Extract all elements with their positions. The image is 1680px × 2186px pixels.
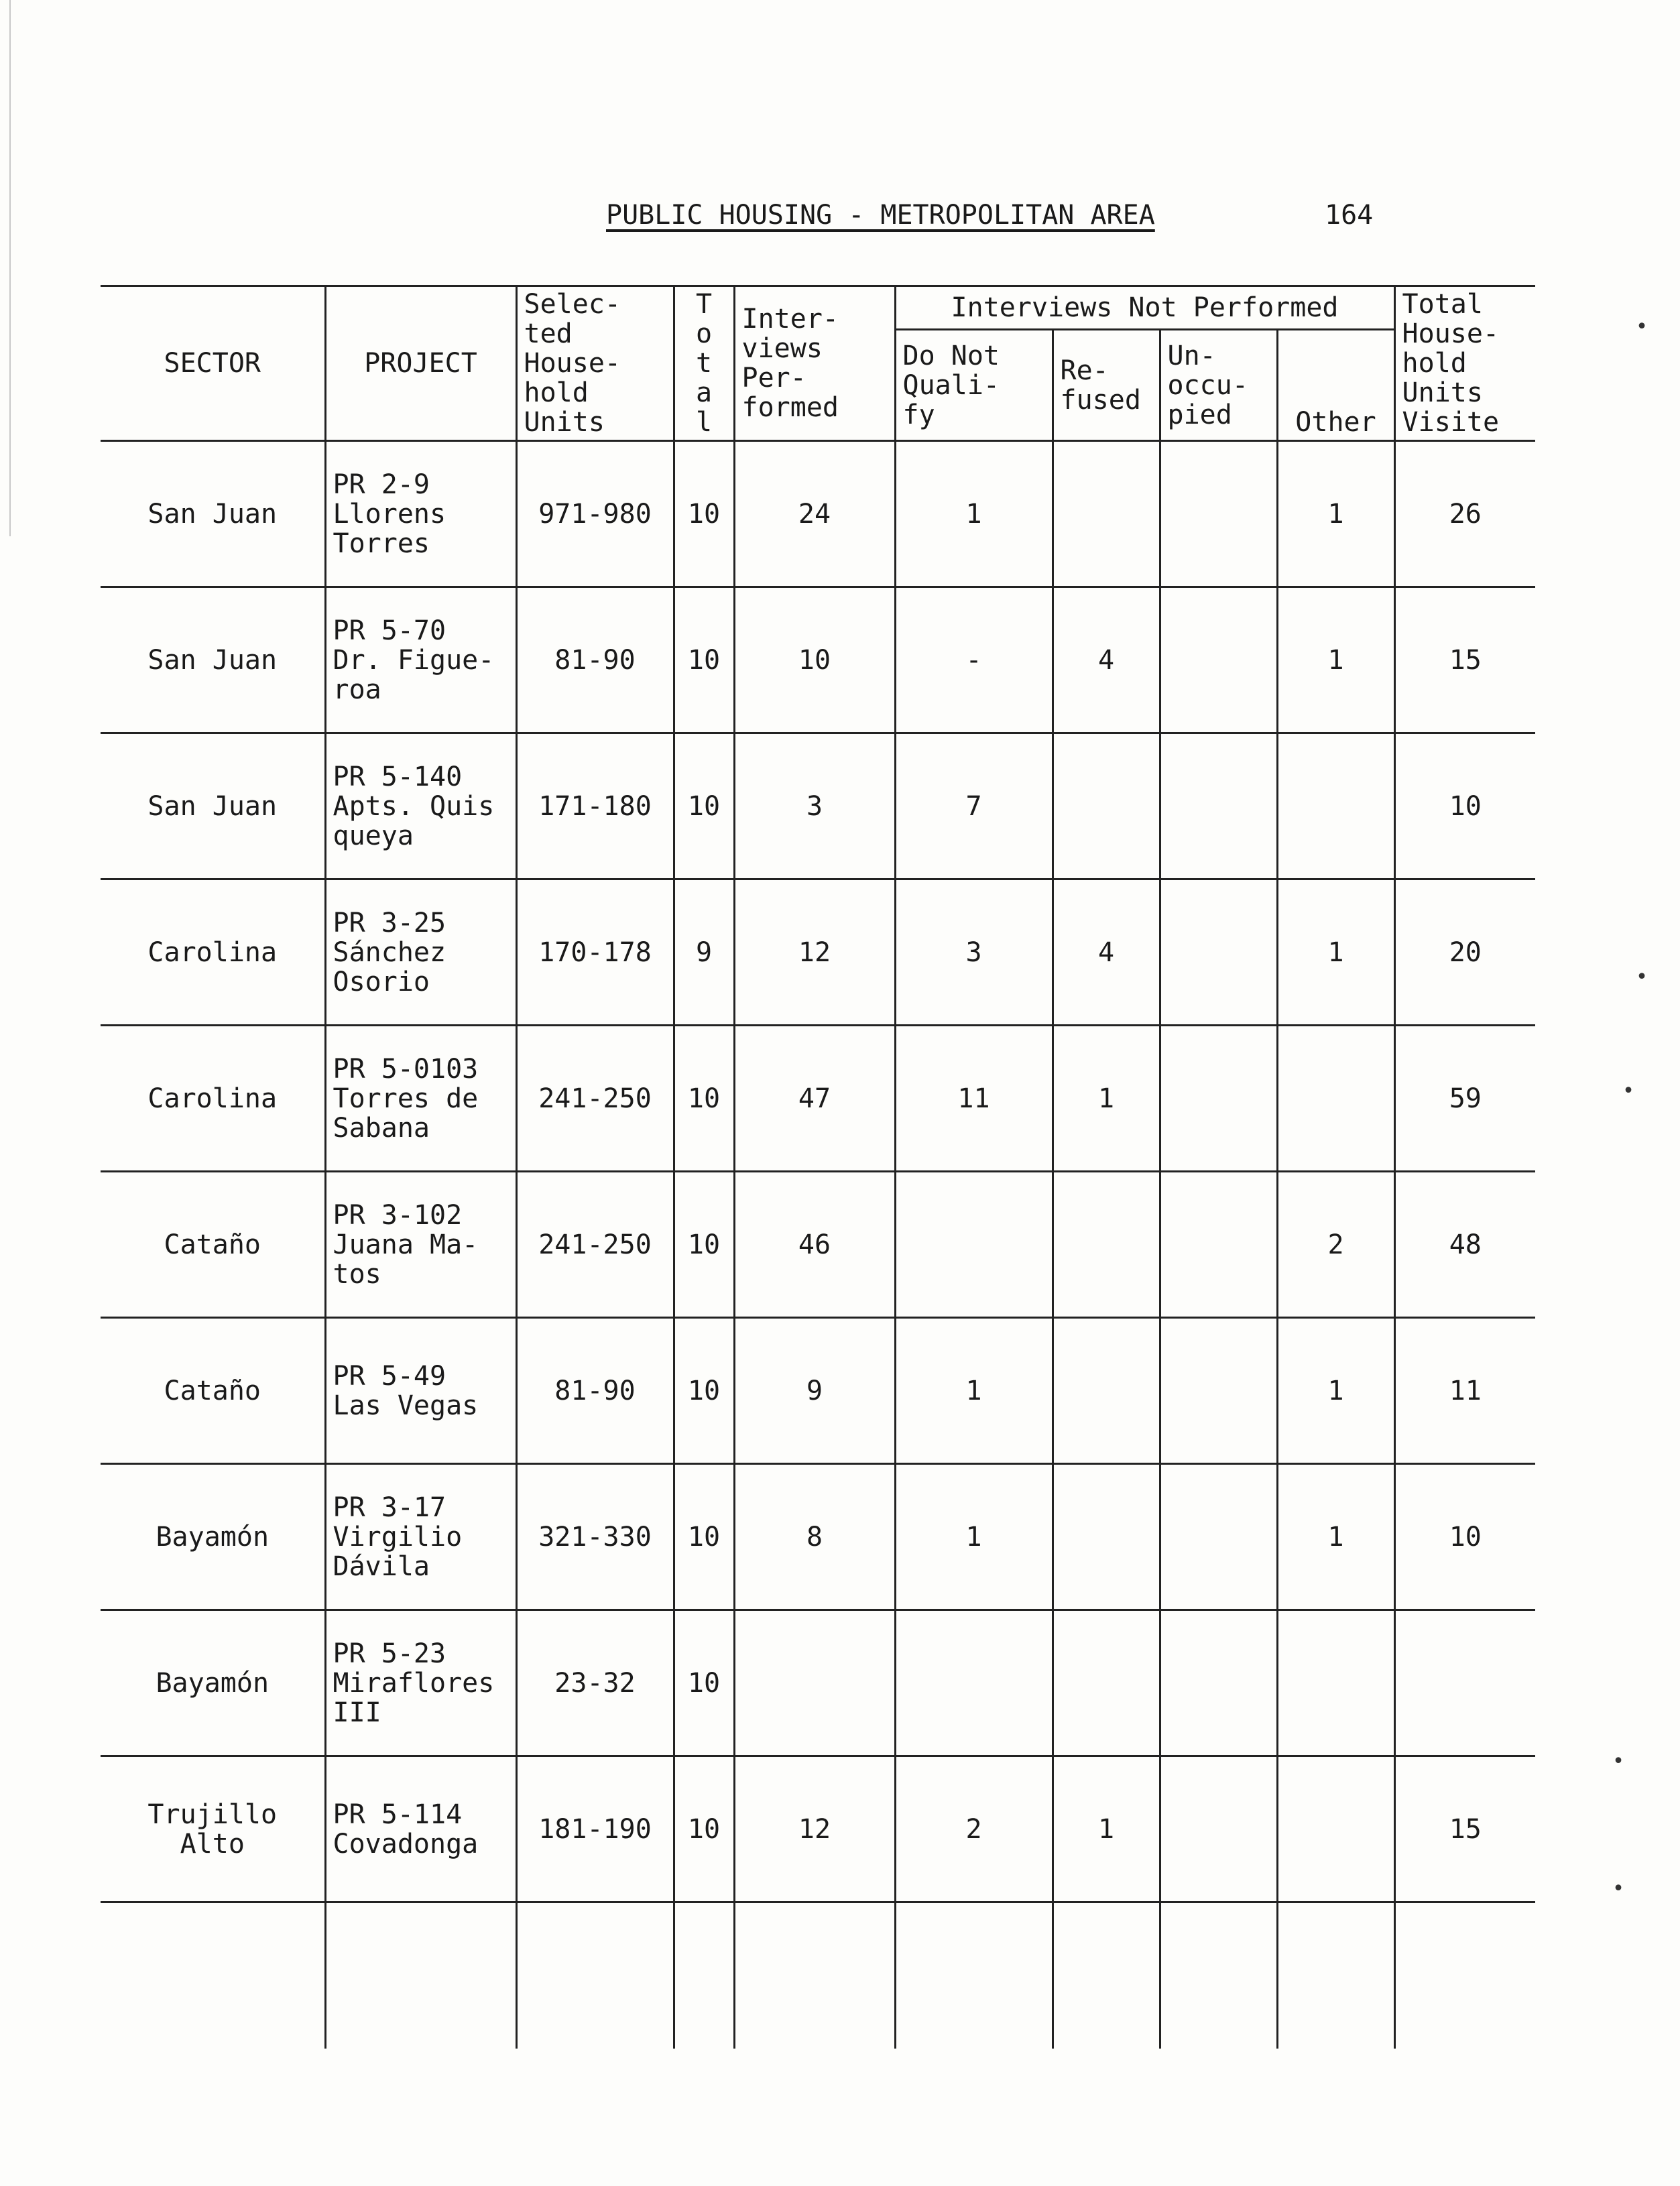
other-cell: [1277, 1756, 1394, 1902]
total-visited-cell: 59: [1394, 1026, 1535, 1172]
total-visited-cell: 11: [1394, 1318, 1535, 1464]
housing-table: [101, 285, 1535, 2049]
selected-units-cell: 170-178: [516, 879, 674, 1026]
refused-cell: [1053, 733, 1160, 879]
header-selected-units: [516, 286, 674, 441]
other-cell: [1277, 1026, 1394, 1172]
scan-speck: •: [1636, 965, 1648, 989]
total-visited-cell: [1394, 1610, 1535, 1756]
header-not-performed-group: Interviews Not Performed: [895, 286, 1394, 330]
table-body: [101, 441, 1535, 2049]
refused-cell: [1053, 1318, 1160, 1464]
project-cell: PR 5-49 Las Vegas: [325, 1318, 516, 1464]
interviews-performed-cell: 8: [734, 1464, 895, 1610]
refused-cell: [1053, 441, 1160, 587]
interviews-performed-cell: [734, 1610, 895, 1756]
table-row: [101, 1026, 1535, 1172]
project-cell: PR 5-0103 Torres de Sabana: [325, 1026, 516, 1172]
selected-units-cell: 321-330: [516, 1464, 674, 1610]
header-interviews-performed: [734, 286, 895, 441]
table-row: [101, 879, 1535, 1026]
unoccupied-cell: [1160, 1172, 1277, 1318]
interviews-performed-cell: 3: [734, 733, 895, 879]
page-number: 164: [1325, 200, 1374, 231]
refused-cell: 4: [1053, 587, 1160, 733]
blank-cell: [516, 1902, 674, 2049]
unoccupied-cell: [1160, 587, 1277, 733]
do-not-qualify-cell: 3: [895, 879, 1053, 1026]
sector-cell: Bayamón: [101, 1464, 325, 1610]
refused-cell: [1053, 1610, 1160, 1756]
total-cell: 10: [674, 1756, 734, 1902]
total-visited-cell: 10: [1394, 1464, 1535, 1610]
blank-cell: [895, 1902, 1053, 2049]
selected-units-cell: 181-190: [516, 1756, 674, 1902]
selected-units-cell: 81-90: [516, 587, 674, 733]
total-cell: 10: [674, 1318, 734, 1464]
table-row: [101, 1610, 1535, 1756]
other-cell: 1: [1277, 441, 1394, 587]
sector-cell: Trujillo Alto: [101, 1756, 325, 1902]
header-other: Other: [1277, 330, 1394, 441]
scan-speck: •: [1612, 1877, 1625, 1900]
do-not-qualify-cell: 1: [895, 1464, 1053, 1610]
total-cell: 10: [674, 1464, 734, 1610]
sector-cell: Carolina: [101, 1026, 325, 1172]
header-total: [674, 286, 734, 441]
do-not-qualify-cell: 1: [895, 441, 1053, 587]
total-cell: 10: [674, 587, 734, 733]
total-visited-cell: 20: [1394, 879, 1535, 1026]
blank-cell: [325, 1902, 516, 2049]
scan-speck: •: [1636, 315, 1648, 339]
unoccupied-cell: [1160, 1026, 1277, 1172]
table-row: [101, 733, 1535, 879]
do-not-qualify-cell: 1: [895, 1318, 1053, 1464]
refused-cell: [1053, 1464, 1160, 1610]
total-visited-cell: 48: [1394, 1172, 1535, 1318]
total-visited-cell: 15: [1394, 587, 1535, 733]
blank-cell: [734, 1902, 895, 2049]
selected-units-cell: 971-980: [516, 441, 674, 587]
project-cell: PR 5-70 Dr. Figue- roa: [325, 587, 516, 733]
blank-cell: [1277, 1902, 1394, 2049]
unoccupied-cell: [1160, 1464, 1277, 1610]
selected-units-cell: 81-90: [516, 1318, 674, 1464]
header-do-not-qualify: [895, 330, 1053, 441]
project-cell: PR 3-102 Juana Ma- tos: [325, 1172, 516, 1318]
header-total-visited: [1394, 286, 1535, 441]
do-not-qualify-cell: -: [895, 587, 1053, 733]
sector-cell: Carolina: [101, 879, 325, 1026]
blank-row: [101, 1902, 1535, 2049]
total-cell: 10: [674, 1610, 734, 1756]
unoccupied-cell: [1160, 1756, 1277, 1902]
project-cell: PR 3-17 Virgilio Dávila: [325, 1464, 516, 1610]
sector-cell: Cataño: [101, 1318, 325, 1464]
table-row: [101, 1172, 1535, 1318]
header-refused: [1053, 330, 1160, 441]
header-interviews-performed-label: Inter- views Per- formed: [741, 304, 839, 423]
sector-cell: Cataño: [101, 1172, 325, 1318]
header-total-label: T o t a l: [695, 289, 713, 438]
unoccupied-cell: [1160, 879, 1277, 1026]
table-row: [101, 441, 1535, 587]
interviews-performed-cell: 24: [734, 441, 895, 587]
interviews-performed-cell: 12: [734, 879, 895, 1026]
interviews-performed-cell: 46: [734, 1172, 895, 1318]
header-total-visited-label: Total House- hold Units Visite: [1402, 289, 1500, 438]
table-row: [101, 1464, 1535, 1610]
table-row: [101, 587, 1535, 733]
project-cell: PR 5-140 Apts. Quis queya: [325, 733, 516, 879]
total-visited-cell: 15: [1394, 1756, 1535, 1902]
project-cell: PR 5-23 Miraflores III: [325, 1610, 516, 1756]
header-unoccupied-label: Un- occu- pied: [1167, 340, 1248, 430]
scan-edge: [9, 0, 11, 536]
project-cell: PR 2-9 Llorens Torres: [325, 441, 516, 587]
scan-speck: •: [1622, 1079, 1635, 1103]
other-cell: 1: [1277, 879, 1394, 1026]
blank-cell: [674, 1902, 734, 2049]
interviews-performed-cell: 47: [734, 1026, 895, 1172]
do-not-qualify-cell: [895, 1172, 1053, 1318]
page-title: PUBLIC HOUSING - METROPOLITAN AREA: [606, 200, 1155, 231]
project-cell: PR 3-25 Sánchez Osorio: [325, 879, 516, 1026]
selected-units-cell: 241-250: [516, 1172, 674, 1318]
do-not-qualify-cell: 2: [895, 1756, 1053, 1902]
interviews-performed-cell: 10: [734, 587, 895, 733]
total-cell: 10: [674, 1026, 734, 1172]
sector-cell: San Juan: [101, 441, 325, 587]
header-project: PROJECT: [325, 286, 516, 441]
total-cell: 10: [674, 733, 734, 879]
other-cell: 1: [1277, 1464, 1394, 1610]
blank-cell: [1160, 1902, 1277, 2049]
unoccupied-cell: [1160, 1610, 1277, 1756]
scan-speck: •: [1612, 1750, 1625, 1773]
blank-cell: [101, 1902, 325, 2049]
header-sector: SECTOR: [101, 286, 325, 441]
refused-cell: 4: [1053, 879, 1160, 1026]
unoccupied-cell: [1160, 441, 1277, 587]
do-not-qualify-cell: [895, 1610, 1053, 1756]
header-do-not-qualify-label: Do Not Quali- fy: [902, 340, 1000, 430]
refused-cell: 1: [1053, 1756, 1160, 1902]
do-not-qualify-cell: 11: [895, 1026, 1053, 1172]
refused-cell: 1: [1053, 1026, 1160, 1172]
other-cell: [1277, 1610, 1394, 1756]
total-cell: 10: [674, 1172, 734, 1318]
sector-cell: San Juan: [101, 587, 325, 733]
do-not-qualify-cell: 7: [895, 733, 1053, 879]
total-cell: 10: [674, 441, 734, 587]
table-row: [101, 1756, 1535, 1902]
interviews-performed-cell: 9: [734, 1318, 895, 1464]
selected-units-cell: 171-180: [516, 733, 674, 879]
total-cell: 9: [674, 879, 734, 1026]
header-selected-units-label: Selec- ted House- hold Units: [524, 289, 621, 438]
refused-cell: [1053, 1172, 1160, 1318]
total-visited-cell: 10: [1394, 733, 1535, 879]
other-cell: 1: [1277, 1318, 1394, 1464]
header-unoccupied: [1160, 330, 1277, 441]
blank-cell: [1394, 1902, 1535, 2049]
total-visited-cell: 26: [1394, 441, 1535, 587]
blank-cell: [1053, 1902, 1160, 2049]
selected-units-cell: 241-250: [516, 1026, 674, 1172]
unoccupied-cell: [1160, 1318, 1277, 1464]
table-row: [101, 1318, 1535, 1464]
selected-units-cell: 23-32: [516, 1610, 674, 1756]
interviews-performed-cell: 12: [734, 1756, 895, 1902]
other-cell: 1: [1277, 587, 1394, 733]
other-cell: 2: [1277, 1172, 1394, 1318]
project-cell: PR 5-114 Covadonga: [325, 1756, 516, 1902]
sector-cell: Bayamón: [101, 1610, 325, 1756]
unoccupied-cell: [1160, 733, 1277, 879]
sector-cell: San Juan: [101, 733, 325, 879]
header-refused-label: Re- fused: [1060, 355, 1141, 416]
other-cell: [1277, 733, 1394, 879]
